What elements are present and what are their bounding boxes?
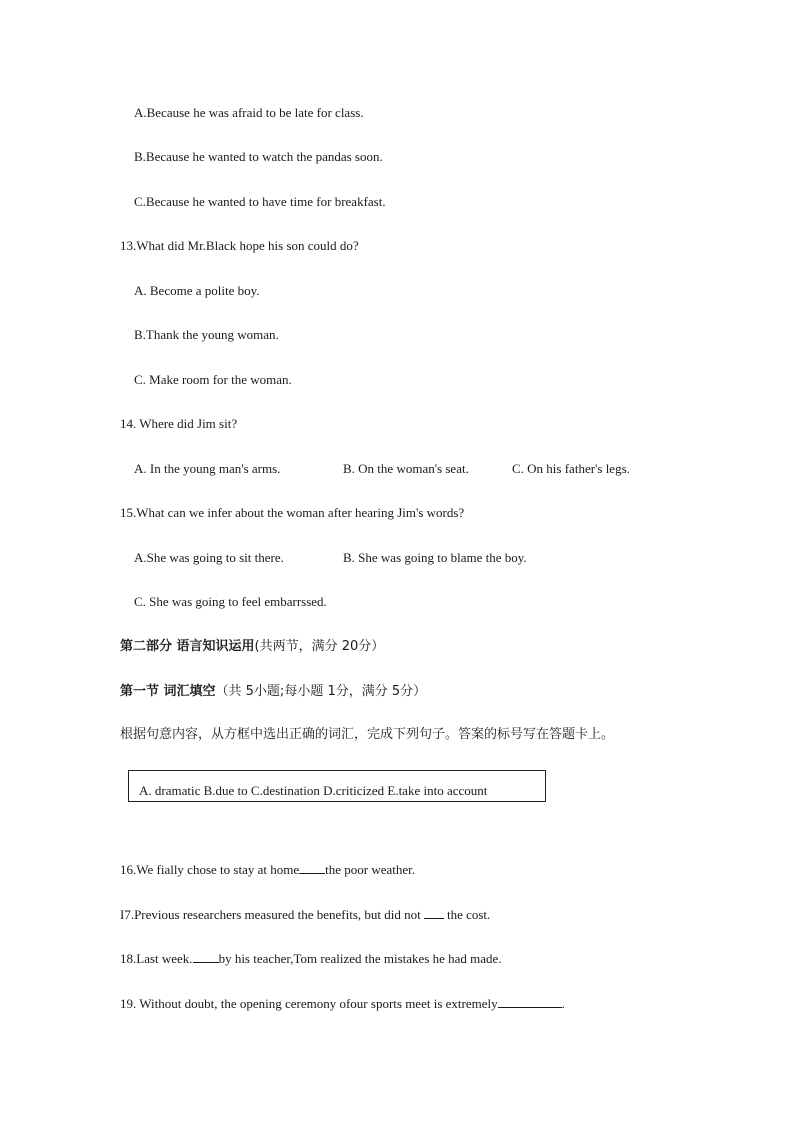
q17-before: I7.Previous researchers measured the benefits, but did not bbox=[120, 907, 421, 922]
q16-after: the poor weather. bbox=[325, 862, 415, 877]
part2-score-note: (共两节，满分 20分） bbox=[254, 639, 385, 654]
q18-after: by his teacher,Tom realized the mistakes he had made. bbox=[218, 951, 502, 966]
q13-question: 13.What did Mr.Black hope his son could do? bbox=[120, 238, 359, 253]
q17-after: the cost. bbox=[443, 907, 491, 922]
q15-option-c: C. She was going to feel embarrssed. bbox=[134, 594, 327, 609]
q19-blank[interactable] bbox=[498, 995, 562, 1008]
q19-after: . bbox=[561, 996, 565, 1011]
q19-sentence bbox=[120, 995, 565, 1012]
q15-option-b: B. She was going to blame the boy. bbox=[343, 550, 527, 565]
q15-option-a: A.She was going to sit there. bbox=[134, 550, 284, 565]
part2-title: 第二部分 语言知识运用 bbox=[120, 639, 255, 654]
q16-before: 16.We fially chose to stay at home bbox=[120, 862, 300, 877]
q18-sentence bbox=[120, 950, 502, 967]
q18-blank[interactable] bbox=[193, 950, 219, 963]
section1-heading bbox=[120, 683, 426, 700]
word-box bbox=[128, 770, 546, 802]
q14-option-a: A. In the young man's arms. bbox=[134, 461, 281, 476]
q14-option-c: C. On his father's legs. bbox=[512, 461, 630, 476]
q12-option-b: B.Because he wanted to watch the pandas soon. bbox=[134, 149, 383, 164]
section1-score-note: （共 5小题;每小题 1分，满分 5分） bbox=[215, 684, 427, 699]
q12-option-c: C.Because he wanted to have time for breakfast. bbox=[134, 194, 386, 209]
q14-option-b: B. On the woman's seat. bbox=[343, 461, 469, 476]
section1-title: 第一节 词汇填空 bbox=[120, 684, 216, 699]
part2-heading bbox=[120, 638, 384, 655]
q19-before: 19. Without doubt, the opening ceremony ofour sports meet is extremely bbox=[120, 996, 498, 1011]
word-box-text: A. dramatic B.due to C.destination D.criticized E.take into account bbox=[139, 783, 488, 798]
q13-option-b: B.Thank the young woman. bbox=[134, 327, 279, 342]
q17-sentence bbox=[120, 906, 490, 923]
q17-blank[interactable] bbox=[424, 906, 444, 919]
section1-instruction: 根据句意内容，从方框中选出正确的词汇，完成下列句子。答案的标号写在答题卡上。 bbox=[120, 727, 615, 742]
q13-option-c: C. Make room for the woman. bbox=[134, 372, 292, 387]
q18-before: 18.Last week. bbox=[120, 951, 193, 966]
q15-question: 15.What can we infer about the woman after hearing Jim's words? bbox=[120, 505, 465, 520]
q16-sentence bbox=[120, 861, 415, 878]
q14-question: 14. Where did Jim sit? bbox=[120, 416, 238, 431]
q16-blank[interactable] bbox=[299, 861, 325, 874]
q13-option-a: A. Become a polite boy. bbox=[134, 283, 260, 298]
q12-option-a: A.Because he was afraid to be late for class. bbox=[134, 105, 364, 120]
